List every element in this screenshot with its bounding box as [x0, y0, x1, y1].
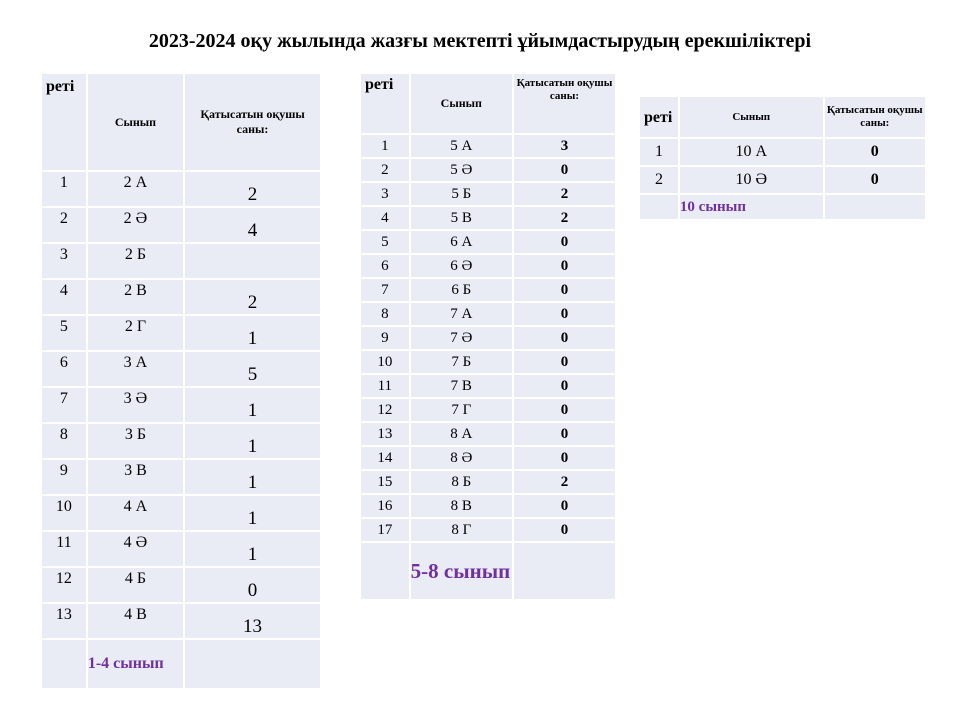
row-order: 11 — [360, 374, 410, 398]
row-class: 7 Г — [410, 398, 513, 422]
row-participant-count: 1 — [184, 495, 321, 531]
header-row — [639, 96, 926, 138]
row-order: 2 — [360, 158, 410, 182]
row-participant-count: 0 — [513, 158, 616, 182]
row-class: 5 Б — [410, 182, 513, 206]
footer-row — [41, 639, 321, 689]
row-participant-count: 0 — [513, 302, 616, 326]
row-order: 15 — [360, 470, 410, 494]
row-order: 1 — [41, 171, 87, 207]
row-class: 10 Ә — [679, 166, 824, 194]
row-participant-count: 0 — [513, 398, 616, 422]
row-participant-count: 0 — [513, 254, 616, 278]
row-order: 13 — [360, 422, 410, 446]
footer-empty — [184, 639, 321, 689]
row-participant-count: 0 — [513, 230, 616, 254]
table-row — [360, 302, 616, 326]
header-row — [41, 73, 321, 171]
row-order: 6 — [41, 351, 87, 387]
row-order: 1 — [639, 138, 679, 166]
header-participant-count: Қатысатын оқушы саны: — [184, 73, 321, 171]
footer-grade-group: 1-4 сынып — [87, 639, 184, 689]
row-order: 3 — [360, 182, 410, 206]
row-order: 9 — [41, 459, 87, 495]
row-participant-count — [184, 243, 321, 279]
row-class: 8 А — [410, 422, 513, 446]
table-row — [360, 494, 616, 518]
row-class: 5 В — [410, 206, 513, 230]
table-row — [41, 243, 321, 279]
row-participant-count: 2 — [184, 171, 321, 207]
table-row — [360, 518, 616, 542]
table-row — [360, 422, 616, 446]
row-order: 10 — [360, 350, 410, 374]
row-participant-count: 0 — [824, 166, 926, 194]
table-row — [41, 567, 321, 603]
row-order: 16 — [360, 494, 410, 518]
row-class: 7 В — [410, 374, 513, 398]
row-class: 8 Г — [410, 518, 513, 542]
header-row — [360, 73, 616, 134]
row-class: 2 В — [87, 279, 184, 315]
row-class: 3 А — [87, 351, 184, 387]
table-row — [360, 254, 616, 278]
row-order: 7 — [41, 387, 87, 423]
table-row — [360, 446, 616, 470]
row-class: 3 В — [87, 459, 184, 495]
row-class: 5 А — [410, 134, 513, 158]
page-title: 2023-2024 оқу жылында жазғы мектепті ұйымдастырудың ерекшіліктері — [148, 30, 812, 52]
table-row — [360, 278, 616, 302]
row-participant-count: 0 — [513, 422, 616, 446]
table-row — [41, 495, 321, 531]
row-order: 5 — [41, 315, 87, 351]
table-row — [360, 230, 616, 254]
row-class: 7 А — [410, 302, 513, 326]
row-class: 3 Б — [87, 423, 184, 459]
row-participant-count: 0 — [513, 518, 616, 542]
table-row — [41, 351, 321, 387]
row-participant-count: 0 — [513, 350, 616, 374]
row-order: 10 — [41, 495, 87, 531]
header-participant-count: Қатысатын оқушы саны: — [513, 73, 616, 134]
row-order: 2 — [639, 166, 679, 194]
row-participant-count: 1 — [184, 531, 321, 567]
table-row — [360, 206, 616, 230]
table-row — [360, 398, 616, 422]
table-grades-1-4 — [40, 72, 322, 690]
row-class: 6 А — [410, 230, 513, 254]
table-grade-10 — [638, 95, 927, 221]
table-row — [639, 138, 926, 166]
row-participant-count: 2 — [513, 206, 616, 230]
footer-grade-group: 5-8 сынып — [410, 542, 513, 600]
table-row — [41, 315, 321, 351]
row-participant-count: 0 — [184, 567, 321, 603]
row-participant-count: 1 — [184, 423, 321, 459]
row-participant-count: 0 — [513, 374, 616, 398]
footer-row — [360, 542, 616, 600]
row-class: 4 Б — [87, 567, 184, 603]
row-participant-count: 2 — [184, 279, 321, 315]
row-order: 6 — [360, 254, 410, 278]
row-order: 7 — [360, 278, 410, 302]
header-class: Сынып — [410, 73, 513, 134]
row-participant-count: 1 — [184, 387, 321, 423]
table-row — [360, 350, 616, 374]
table-grades-5-8 — [359, 72, 617, 601]
row-participant-count: 5 — [184, 351, 321, 387]
header-class: Сынып — [679, 96, 824, 138]
header-class: Сынып — [87, 73, 184, 171]
footer-row — [639, 194, 926, 220]
table-row — [360, 470, 616, 494]
row-order: 12 — [360, 398, 410, 422]
table-row — [360, 134, 616, 158]
row-participant-count: 1 — [184, 459, 321, 495]
row-participant-count: 2 — [513, 182, 616, 206]
row-class: 4 В — [87, 603, 184, 639]
table-row — [639, 166, 926, 194]
footer-empty — [824, 194, 926, 220]
table-row — [41, 459, 321, 495]
row-class: 6 Б — [410, 278, 513, 302]
row-class: 7 Б — [410, 350, 513, 374]
footer-empty — [41, 639, 87, 689]
row-order: 9 — [360, 326, 410, 350]
footer-empty — [639, 194, 679, 220]
row-participant-count: 13 — [184, 603, 321, 639]
row-order: 5 — [360, 230, 410, 254]
row-class: 4 А — [87, 495, 184, 531]
row-participant-count: 3 — [513, 134, 616, 158]
row-participant-count: 0 — [824, 138, 926, 166]
row-order: 4 — [41, 279, 87, 315]
table-row — [41, 603, 321, 639]
row-participant-count: 0 — [513, 494, 616, 518]
row-class: 8 Ә — [410, 446, 513, 470]
row-class: 8 Б — [410, 470, 513, 494]
row-class: 10 А — [679, 138, 824, 166]
row-class: 2 А — [87, 171, 184, 207]
row-class: 4 Ә — [87, 531, 184, 567]
header-order: реті — [639, 96, 679, 138]
table-row — [41, 171, 321, 207]
row-class: 3 Ә — [87, 387, 184, 423]
header-order: реті — [360, 73, 410, 134]
table-row — [41, 531, 321, 567]
table-row — [360, 158, 616, 182]
header-order: реті — [41, 73, 87, 171]
row-class: 6 Ә — [410, 254, 513, 278]
row-class: 2 Б — [87, 243, 184, 279]
footer-empty — [513, 542, 616, 600]
table-row — [41, 279, 321, 315]
row-class: 8 В — [410, 494, 513, 518]
row-class: 5 Ә — [410, 158, 513, 182]
row-order: 3 — [41, 243, 87, 279]
table-row — [360, 182, 616, 206]
row-order: 8 — [41, 423, 87, 459]
row-order: 1 — [360, 134, 410, 158]
table-row — [41, 423, 321, 459]
row-participant-count: 0 — [513, 326, 616, 350]
table-row — [360, 374, 616, 398]
row-order: 8 — [360, 302, 410, 326]
row-order: 11 — [41, 531, 87, 567]
footer-empty — [360, 542, 410, 600]
header-participant-count: Қатысатын оқушы саны: — [824, 96, 926, 138]
row-participant-count: 1 — [184, 315, 321, 351]
row-order: 13 — [41, 603, 87, 639]
row-class: 7 Ә — [410, 326, 513, 350]
row-order: 12 — [41, 567, 87, 603]
footer-grade-group: 10 сынып — [679, 194, 824, 220]
row-participant-count: 2 — [513, 470, 616, 494]
table-row — [41, 387, 321, 423]
row-order: 2 — [41, 207, 87, 243]
row-order: 17 — [360, 518, 410, 542]
row-participant-count: 4 — [184, 207, 321, 243]
row-order: 4 — [360, 206, 410, 230]
table-row — [41, 207, 321, 243]
row-class: 2 Г — [87, 315, 184, 351]
row-participant-count: 0 — [513, 278, 616, 302]
row-participant-count: 0 — [513, 446, 616, 470]
row-order: 14 — [360, 446, 410, 470]
row-class: 2 Ә — [87, 207, 184, 243]
table-row — [360, 326, 616, 350]
